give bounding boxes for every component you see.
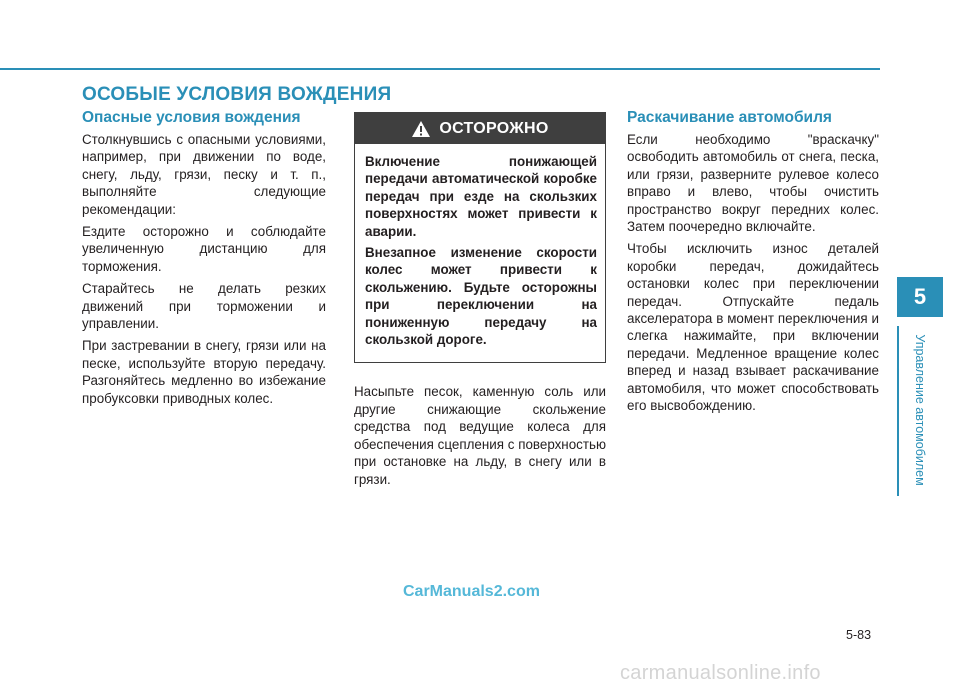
- chapter-label: [897, 327, 943, 493]
- watermark: CarManuals2.com: [403, 583, 540, 600]
- paragraph: Старайтесь не делать резких движений при торможении и управлении.: [82, 281, 326, 332]
- footer-watermark: carmanualsonline.info: [620, 662, 821, 684]
- top-rule: [0, 68, 880, 70]
- page-title: ОСОБЫЕ УСЛОВИЯ ВОЖДЕНИЯ: [82, 84, 392, 105]
- paragraph: Чтобы исключить износ деталей коробки передач, дожидайтесь остановки колес при переключении передач. Отпускайте педаль акселератора в момент переключения и слегка нажимайте, при включении передачи. Медленное вращение колес вперед и назад взывает раскачивание автомобиля, что может способствовать его высвобождению.: [627, 241, 879, 414]
- warning-header: [355, 113, 605, 144]
- left-column: [82, 109, 326, 412]
- paragraph: При застревании в снегу, грязи или на песке, используйте вторую передачу. Разгоняйтесь медленно во избежание пробуксовки приводных колес.: [82, 338, 326, 406]
- paragraph: Насыпьте песок, каменную соль или другие снижающие скольжение средства под ведущие колеса для обеспечения сцепления с поверхностью при остановке на льду, в снегу или в грязи.: [354, 384, 606, 487]
- warning-paragraph: Внезапное изменение скорости колес может привести к скольжению. Будьте осторожны при переключении на пониженную передачу на скользкой дороге.: [365, 245, 597, 348]
- page-number: 5-83: [846, 628, 872, 642]
- paragraph: Столкнувшись с опасными условиями, например, при движении по воде, снегу, льду, грязи, песку и т. п., выполняйте следующие рекомендации:: [82, 132, 326, 217]
- right-column: [627, 109, 879, 420]
- warning-body: [355, 144, 605, 362]
- warning-paragraph: Включение понижающей передачи автоматической коробке передач при езде на скользких поверхностях может привести к аварии.: [365, 154, 597, 239]
- paragraph: Если необходимо "враскачку" освободить автомобиль от снега, песка, или грязи, разверните рулевое колесо вправо и влево, чтобы очистить пространство вокруг передних колес. Затем поочередно включайте.: [627, 132, 879, 235]
- chapter-label-text: Управление автомобилем: [913, 334, 927, 486]
- middle-column: [354, 112, 606, 493]
- section-heading-dangerous-conditions: Опасные условия вождения: [82, 109, 301, 126]
- chapter-tab: 5: [897, 277, 943, 317]
- paragraph: Ездите осторожно и соблюдайте увеличенную дистанцию для торможения.: [82, 224, 326, 274]
- warning-triangle-icon: [411, 120, 431, 138]
- warning-box: [354, 112, 606, 363]
- section-heading-rocking-vehicle: Раскачивание автомобиля: [627, 109, 832, 126]
- warning-title: ОСТОРОЖНО: [439, 119, 549, 137]
